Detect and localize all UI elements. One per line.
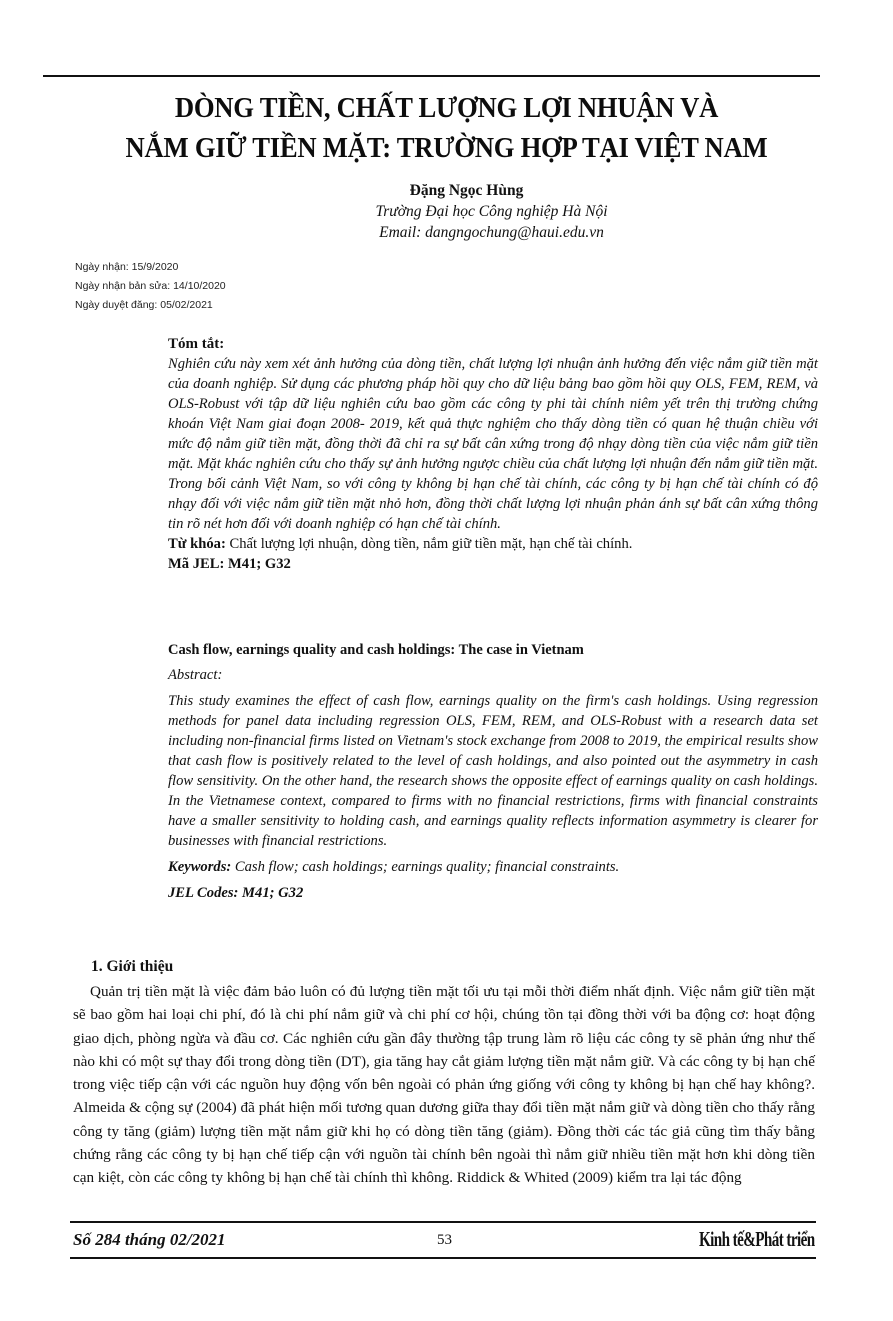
date-accepted: Ngày duyệt đăng: 05/02/2021 — [75, 299, 213, 311]
jel-vn — [168, 554, 818, 574]
abstract-vn-body: Nghiên cứu này xem xét ảnh hưởng của dòng tiền, chất lượng lợi nhuận ảnh hưởng đến việc nắm giữ tiền mặt của doanh nghiệp. Sử dụng các phương pháp hồi quy cho dữ liệu bảng bao gồm hồi quy OLS, FEM, REM, và OLS-Robust với tập dữ liệu nghiên cứu bao gồm các công ty phi tài chính niêm yết trên thị trường chứng khoán Việt Nam giai đoạn 2008- 2019, kết quả thực nghiệm cho thấy dòng tiền có quan hệ thuận chiều với mức độ nắm giữ tiền mặt, đồng thời đã chỉ ra sự bất cân xứng trong độ nhạy dòng tiền của việc nắm giữ tiền mặt. Mặt khác nghiên cứu cho thấy sự ảnh hưởng ngược chiều của chất lượng lợi nhuận đến nắm giữ tiền mặt. Trong bối cảnh Việt Nam, so với công ty không bị hạn chế tài chính, các công ty bị hạn chế tài chính có độ nhạy đối với việc nắm giữ tiền mặt nhỏ hơn, đồng thời chất lượng lợi nhuận phản ánh sự bất cân xứng thông tin rõ nét hơn đối với doanh nghiệp có hạn chế tài chính. — [168, 356, 818, 532]
keywords-en-label: Keywords: — [168, 859, 232, 875]
issue-label: Số 284 tháng 02/2021 — [73, 1230, 226, 1249]
jel-vn-text: Mã JEL: M41; G32 — [168, 556, 291, 572]
title-line-1: DÒNG TIỀN, CHẤT LƯỢNG LỢI NHUẬN VÀ — [174, 92, 719, 124]
section-introduction — [73, 956, 815, 1190]
jel-en: JEL Codes: M41; G32 — [168, 885, 304, 901]
submission-dates — [75, 258, 226, 315]
title-line-2: NẮM GIỮ TIỀN MẶT: TRƯỜNG HỢP TẠI VIỆT NAM — [125, 132, 768, 164]
keywords-en-text: Cash flow; cash holdings; earnings quality; financial constraints. — [231, 859, 620, 875]
paper-title — [36, 88, 858, 168]
abstract-vietnamese — [168, 334, 818, 574]
footer-rule-bottom — [70, 1257, 816, 1259]
keywords-vn-text: Chất lượng lợi nhuận, dòng tiền, nắm giữ tiền mặt, hạn chế tài chính. — [225, 536, 633, 552]
abstract-english — [168, 640, 818, 903]
footer-rule-top — [70, 1221, 816, 1223]
abstract-en-label: Abstract: — [168, 667, 223, 683]
keywords-en — [168, 857, 818, 877]
author-name: Đặng Ngọc Hùng — [409, 182, 524, 199]
section-paragraph: Quản trị tiền mặt là việc đảm bảo luôn có đủ lượng tiền mặt tối ưu tại mỗi thời điểm nhất định. Việc nắm giữ tiền mặt sẽ bao gồm hai loại chi phí, đó là chi phí nắm giữ và chi phí cơ hội, chúng tồn tại đồng thời với ba động cơ: hoạt động giao dịch, phòng ngừa và đầu cơ. Các nghiên cứu gần đây thường tập trung làm rõ liệu các công ty sẽ phản ứng như thế nào khi có một sự thay đổi trong dòng tiền (DT), gia tăng hay cắt giảm lượng tiền mặt nắm giữ. Và các công ty bị hạn chế trong việc tiếp cận với các nguồn huy động vốn bên ngoài có phản ứng giống với công ty không bị hạn chế hay không?. Almeida & cộng sự (2004) đã phát hiện mối tương quan dương giữa thay đổi tiền mặt nắm giữ và dòng tiền cho thấy rằng công ty tăng (giảm) lượng tiền mặt nắm giữ khi họ có dòng tiền tăng (giảm). Đồng thời các tác giả cũng tìm thấy bằng chứng rằng các công ty bị hạn chế tiếp cận với nguồn tài chính bên ngoài thì nắm giữ nhiều tiền mặt hơn khi dòng tiền cạn kiệt, còn các công ty không bị hạn chế tài chính thì không. Riddick & Whited (2009) kiểm tra lại tác động — [73, 983, 815, 1187]
date-revised: Ngày nhận bản sửa: 14/10/2020 — [75, 280, 226, 292]
abstract-vn-label: Tóm tắt: — [168, 336, 225, 352]
author-email: Email: dangngochung@haui.edu.vn — [379, 224, 604, 241]
header-rule — [43, 75, 820, 77]
abstract-en-body: This study examines the effect of cash flow, earnings quality on the firm's cash holdings. Using regression methods for panel data including regression OLS, FEM, REM, and OLS-Robust with a research data set including non-financial firms listed on Vietnam's stock exchange from 2008 to 2019, the empirical results show that cash flow is positively related to the level of cash holdings, and also pointed out the asymmetry in cash flow sensitivity. On the other hand, the research shows the opposite effect of earnings quality on cash holdings. In the Vietnamese context, compared to firms with no financial restrictions, firms with financial constraints have a smaller sensitivity to holding cash, and earnings quality reflects information asymmetry is clearer for businesses with financial restrictions. — [168, 693, 818, 849]
keywords-vn-label: Từ khóa: — [168, 536, 226, 552]
keywords-vn — [168, 534, 818, 554]
section-heading: 1. Giới thiệu — [91, 958, 174, 975]
author-block — [0, 180, 893, 243]
date-received: Ngày nhận: 15/9/2020 — [75, 261, 179, 273]
english-title: Cash flow, earnings quality and cash holdings: The case in Vietnam — [168, 642, 584, 658]
author-affiliation: Trường Đại học Công nghiệp Hà Nội — [375, 203, 608, 220]
journal-logo: Kinh tế&Phát triển — [699, 1227, 815, 1251]
page-number: 53 — [437, 1232, 452, 1248]
